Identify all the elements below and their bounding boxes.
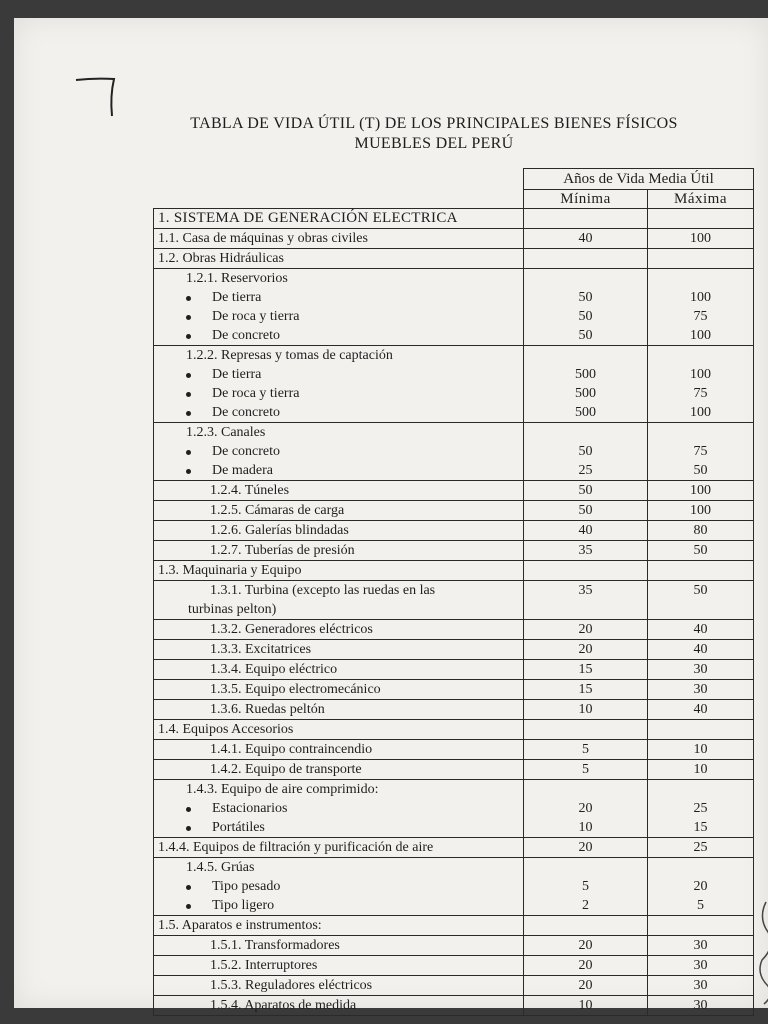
row-label (154, 700, 524, 720)
row-max-value (648, 521, 754, 541)
row-label (154, 996, 524, 1016)
max-value: 100 (690, 231, 711, 246)
table-row (154, 541, 754, 561)
row-label (154, 249, 524, 269)
min-value: 50 (578, 444, 593, 459)
row-label (154, 640, 524, 660)
item-label: 1.2.5. Cámaras de carga (210, 503, 345, 518)
min-value: 10 (578, 702, 593, 717)
bullet-item-label: Tipo pesado (212, 879, 281, 894)
row-max-value (648, 660, 754, 680)
max-value: 80 (693, 523, 708, 538)
bullet-item (156, 307, 523, 326)
group-label: 1.4.5. Grúas (186, 860, 255, 875)
min-value: 5 (582, 742, 589, 757)
min-value: 50 (578, 309, 593, 324)
row-max-value (648, 976, 754, 996)
row-label (154, 660, 524, 680)
row-max-value (648, 936, 754, 956)
min-value: 20 (578, 840, 593, 855)
title-line-2: MUEBLES DEL PERÚ (354, 135, 514, 152)
item-label: 1.5. Aparatos e instrumentos: (158, 918, 322, 933)
max-value: 100 (690, 367, 711, 382)
max-value: 5 (697, 898, 704, 913)
min-value: 50 (578, 483, 593, 498)
table-row (154, 916, 754, 936)
min-value: 5 (582, 762, 589, 777)
table-row (154, 858, 754, 916)
row-min-value (524, 581, 648, 620)
table-row (154, 936, 754, 956)
item-label: 1.1. Casa de máquinas y obras civiles (158, 231, 368, 246)
row-label (154, 423, 524, 481)
bullet-item-label: Estacionarios (212, 801, 288, 816)
max-value: 40 (693, 702, 708, 717)
header-group: Años de Vida Media Útil (524, 169, 754, 190)
title-line-1: TABLA DE VIDA ÚTIL (T) DE LOS PRINCIPALES BIENES FÍSICOS (190, 115, 678, 132)
row-min-value (524, 620, 648, 640)
max-value: 100 (690, 328, 711, 343)
max-value: 10 (693, 742, 708, 757)
section-title: 1. SISTEMA DE GENERACIÓN ELECTRICA (158, 210, 458, 226)
table-row (154, 996, 754, 1016)
min-value: 15 (578, 682, 593, 697)
row-max-value (648, 956, 754, 976)
table-row (154, 561, 754, 581)
table-header-row (154, 190, 754, 209)
row-max-value (648, 423, 754, 481)
bullet-item (156, 461, 523, 480)
min-value: 40 (578, 231, 593, 246)
row-min-value (524, 269, 648, 346)
row-min-value (524, 996, 648, 1016)
max-value: 15 (693, 820, 708, 835)
row-label (154, 720, 524, 740)
table-row (154, 720, 754, 740)
table-row (154, 660, 754, 680)
table-header-group-row (154, 169, 754, 190)
item-label: 1.2. Obras Hidráulicas (158, 251, 284, 266)
max-value: 30 (693, 938, 708, 953)
max-value: 30 (693, 682, 708, 697)
row-max-value (648, 620, 754, 640)
row-min-value (524, 700, 648, 720)
row-max-value (648, 346, 754, 423)
row-label (154, 481, 524, 501)
bullet-item (156, 799, 523, 818)
row-min-value (524, 541, 648, 561)
max-value: 75 (693, 309, 708, 324)
row-max-value (648, 838, 754, 858)
row-label (154, 541, 524, 561)
handwritten-bracket-mark (74, 76, 116, 118)
table-row (154, 760, 754, 780)
min-value: 40 (578, 523, 593, 538)
row-label (154, 269, 524, 346)
group-label: 1.2.3. Canales (186, 425, 266, 440)
row-max-value (648, 269, 754, 346)
table-row (154, 976, 754, 996)
min-value: 20 (578, 978, 593, 993)
row-min-value (524, 501, 648, 521)
item-label: 1.5.2. Interruptores (210, 958, 318, 973)
min-value: 50 (578, 290, 593, 305)
bullet-item-label: De tierra (212, 367, 262, 382)
row-min-value (524, 346, 648, 423)
row-min-value (524, 521, 648, 541)
row-min-value (524, 720, 648, 740)
item-label: 1.2.4. Túneles (210, 483, 290, 498)
row-label (154, 581, 524, 620)
min-value: 50 (578, 503, 593, 518)
max-value: 20 (693, 879, 708, 894)
row-label (154, 956, 524, 976)
table-row (154, 209, 754, 229)
row-label (154, 916, 524, 936)
row-max-value (648, 720, 754, 740)
row-max-value (648, 916, 754, 936)
row-min-value (524, 760, 648, 780)
min-value: 20 (578, 642, 593, 657)
row-min-value (524, 249, 648, 269)
useful-life-table (153, 168, 754, 1016)
bullet-item-label: Portátiles (212, 820, 265, 835)
min-value: 10 (578, 998, 593, 1013)
row-max-value (648, 680, 754, 700)
row-min-value (524, 561, 648, 581)
row-max-value (648, 581, 754, 620)
row-min-value (524, 481, 648, 501)
min-value: 35 (578, 543, 593, 558)
bullet-item-label: De tierra (212, 290, 262, 305)
bullet-item (156, 877, 523, 896)
item-label: 1.5.1. Transformadores (210, 938, 340, 953)
row-max-value (648, 249, 754, 269)
row-label (154, 858, 524, 916)
min-value: 20 (578, 801, 593, 816)
table-row (154, 249, 754, 269)
table-row (154, 481, 754, 501)
bullet-item-label: Tipo ligero (212, 898, 275, 913)
row-min-value (524, 740, 648, 760)
row-min-value (524, 780, 648, 838)
row-label (154, 680, 524, 700)
max-value: 50 (693, 463, 708, 478)
row-label (154, 740, 524, 760)
max-value: 30 (693, 662, 708, 677)
max-value: 40 (693, 642, 708, 657)
table-row (154, 680, 754, 700)
min-value: 500 (575, 405, 596, 420)
table-row (154, 346, 754, 423)
table-row (154, 640, 754, 660)
row-max-value (648, 481, 754, 501)
min-value: 20 (578, 622, 593, 637)
row-max-value (648, 996, 754, 1016)
row-label (154, 229, 524, 249)
max-value: 75 (693, 444, 708, 459)
bullet-item-label: De roca y tierra (212, 386, 300, 401)
min-value: 20 (578, 958, 593, 973)
item-label: 1.3.6. Ruedas peltón (210, 702, 325, 717)
table-row (154, 956, 754, 976)
header-min: Mínima (524, 190, 648, 209)
max-value: 100 (690, 503, 711, 518)
row-min-value (524, 838, 648, 858)
group-label: 1.2.1. Reservorios (186, 271, 288, 286)
min-value: 50 (578, 328, 593, 343)
table-row (154, 521, 754, 541)
min-value: 20 (578, 938, 593, 953)
max-value: 10 (693, 762, 708, 777)
scanned-page (14, 18, 768, 1013)
bullet-item (156, 288, 523, 307)
min-value: 10 (578, 820, 593, 835)
table-row (154, 501, 754, 521)
row-min-value (524, 229, 648, 249)
row-label (154, 209, 524, 229)
table-row (154, 423, 754, 481)
max-value: 50 (693, 583, 708, 598)
max-value: 30 (693, 978, 708, 993)
row-label (154, 620, 524, 640)
row-min-value (524, 660, 648, 680)
min-value: 2 (582, 898, 589, 913)
group-label: 1.2.2. Represas y tomas de captación (186, 348, 393, 363)
row-label (154, 346, 524, 423)
table-row (154, 838, 754, 858)
item-label: 1.3.5. Equipo electromecánico (210, 682, 381, 697)
row-label (154, 838, 524, 858)
bullet-item-label: De concreto (212, 405, 281, 420)
row-label (154, 936, 524, 956)
group-label: 1.4.3. Equipo de aire comprimido: (186, 782, 379, 797)
bullet-item (156, 818, 523, 837)
min-value: 35 (578, 583, 593, 598)
row-label (154, 521, 524, 541)
max-value: 40 (693, 622, 708, 637)
row-min-value (524, 956, 648, 976)
row-max-value (648, 760, 754, 780)
row-min-value (524, 936, 648, 956)
max-value: 50 (693, 543, 708, 558)
max-value: 25 (693, 840, 708, 855)
item-label: 1.5.3. Reguladores eléctricos (210, 978, 373, 993)
row-min-value (524, 640, 648, 660)
bullet-item (156, 326, 523, 345)
table-row (154, 620, 754, 640)
max-value: 100 (690, 405, 711, 420)
bullet-item-label: De concreto (212, 444, 281, 459)
bullet-item-label: De roca y tierra (212, 309, 300, 324)
min-value: 15 (578, 662, 593, 677)
min-value: 500 (575, 386, 596, 401)
max-value: 75 (693, 386, 708, 401)
row-max-value (648, 740, 754, 760)
max-value: 100 (690, 483, 711, 498)
row-max-value (648, 209, 754, 229)
bullet-item (156, 896, 523, 915)
item-label: 1.2.7. Tuberías de presión (210, 543, 355, 558)
bullet-item (156, 365, 523, 384)
min-value: 5 (582, 879, 589, 894)
bullet-item (156, 442, 523, 461)
row-label (154, 561, 524, 581)
document-title (154, 114, 714, 154)
item-label: 1.5.4. Aparatos de medida (210, 998, 357, 1013)
max-value: 30 (693, 958, 708, 973)
row-min-value (524, 858, 648, 916)
item-label: 1.3.4. Equipo eléctrico (210, 662, 338, 677)
row-min-value (524, 423, 648, 481)
row-max-value (648, 640, 754, 660)
table-row (154, 780, 754, 838)
bullet-item (156, 403, 523, 422)
row-max-value (648, 501, 754, 521)
row-min-value (524, 976, 648, 996)
row-max-value (648, 229, 754, 249)
min-value: 500 (575, 367, 596, 382)
row-label (154, 760, 524, 780)
row-min-value (524, 680, 648, 700)
max-value: 30 (693, 998, 708, 1013)
margin-signature (754, 898, 768, 1008)
table-row (154, 700, 754, 720)
item-label: 1.4. Equipos Accesorios (158, 722, 294, 737)
table-row (154, 740, 754, 760)
row-label (154, 976, 524, 996)
item-label: 1.3.2. Generadores eléctricos (210, 622, 373, 637)
item-label: 1.3. Maquinaria y Equipo (158, 563, 302, 578)
bullet-item-label: De madera (212, 463, 274, 478)
max-value: 25 (693, 801, 708, 816)
row-min-value (524, 209, 648, 229)
item-label: 1.2.6. Galerías blindadas (210, 523, 349, 538)
table-row (154, 269, 754, 346)
max-value: 100 (690, 290, 711, 305)
row-label (154, 501, 524, 521)
row-max-value (648, 858, 754, 916)
min-value: 25 (578, 463, 593, 478)
bullet-item (156, 384, 523, 403)
row-max-value (648, 780, 754, 838)
row-max-value (648, 561, 754, 581)
table-row (154, 229, 754, 249)
item-label-continued: turbinas pelton) (188, 602, 277, 617)
item-label: 1.4.2. Equipo de transporte (210, 762, 362, 777)
item-label: 1.3.1. Turbina (excepto las ruedas en las (210, 583, 436, 598)
bullet-item-label: De concreto (212, 328, 281, 343)
item-label: 1.4.4. Equipos de filtración y purificación de aire (158, 840, 434, 855)
row-max-value (648, 700, 754, 720)
row-min-value (524, 916, 648, 936)
item-label: 1.4.1. Equipo contraincendio (210, 742, 373, 757)
table-row (154, 581, 754, 620)
header-max: Máxima (648, 190, 754, 209)
item-label: 1.3.3. Excitatrices (210, 642, 312, 657)
row-max-value (648, 541, 754, 561)
row-label (154, 780, 524, 838)
